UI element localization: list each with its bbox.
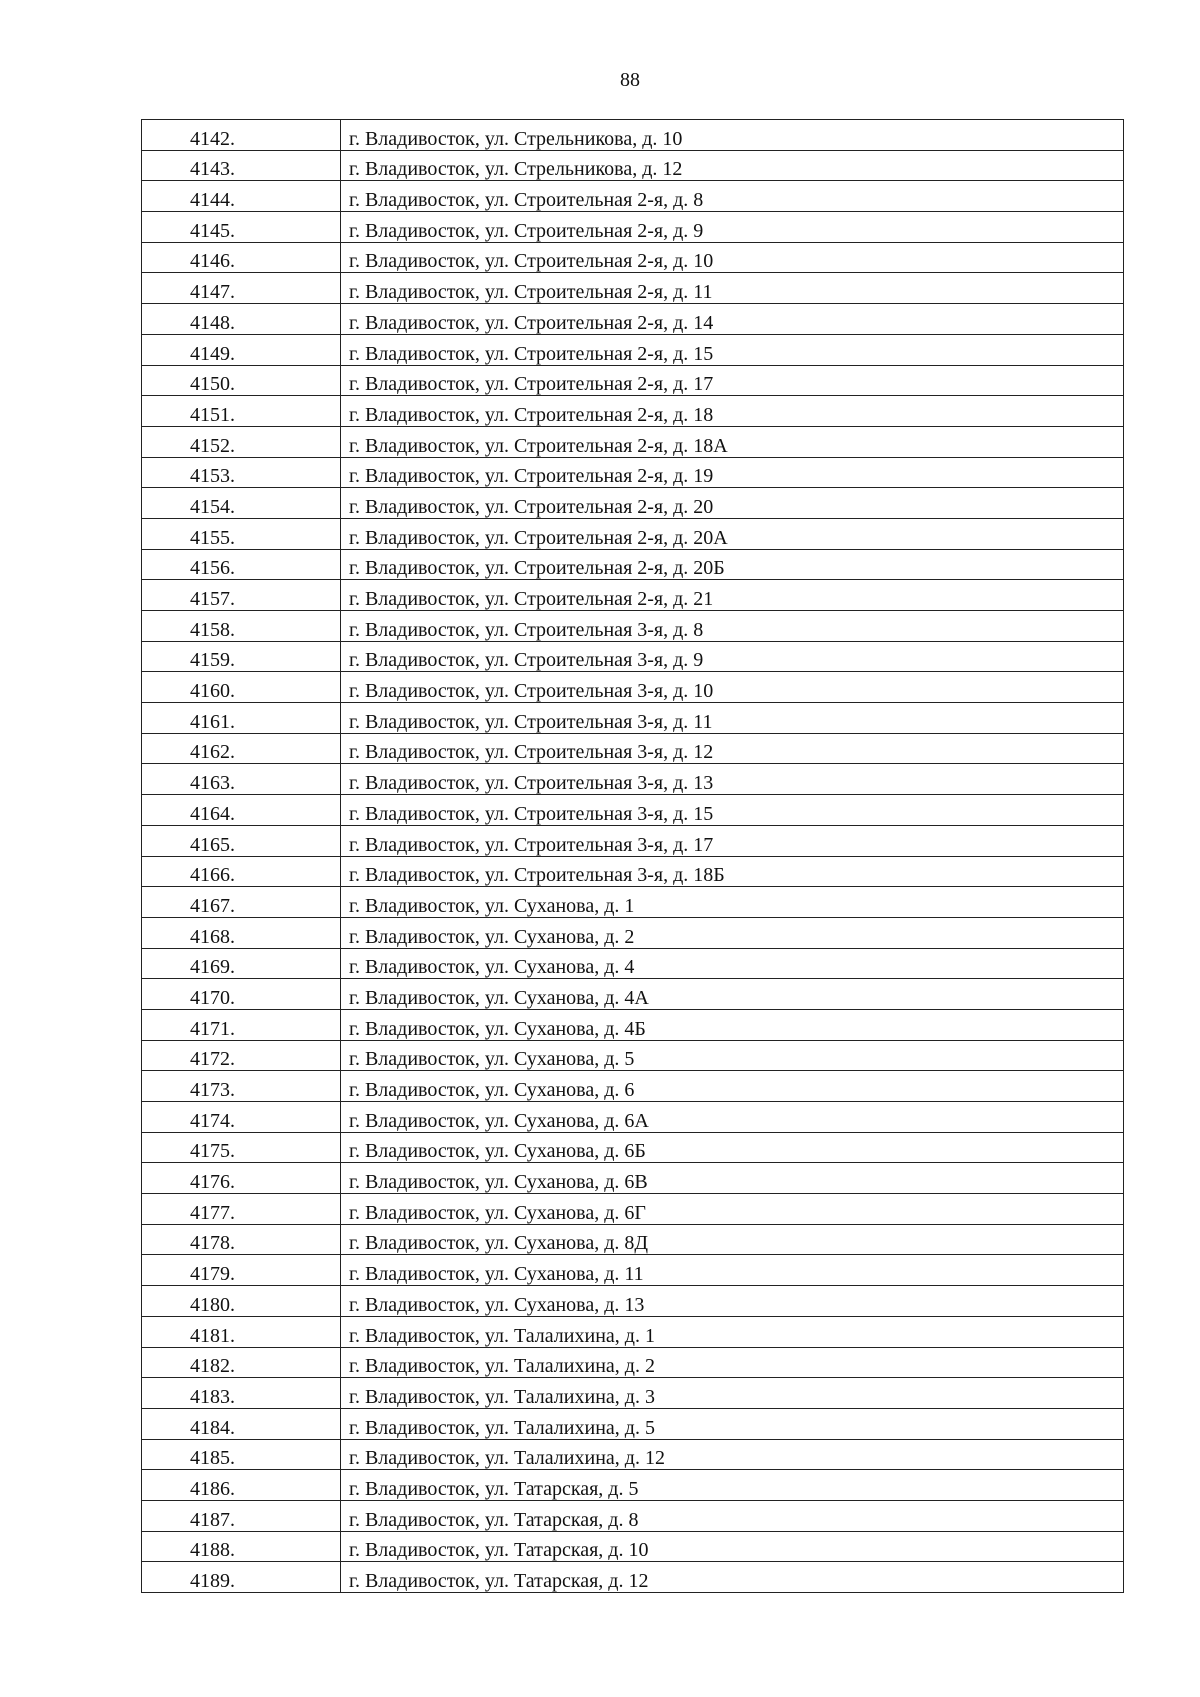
table-row: [142, 304, 1124, 335]
address-cell: [341, 1071, 1124, 1102]
row-number: 4143.: [190, 158, 235, 181]
table-row: [142, 917, 1124, 948]
address-cell: [341, 733, 1124, 764]
row-number-cell: [142, 242, 341, 273]
table-row: [142, 672, 1124, 703]
address-cell: [341, 120, 1124, 151]
address-cell: [341, 703, 1124, 734]
address-text: г. Владивосток, ул. Строительная 2-я, д. 9: [349, 219, 704, 242]
table-row: [142, 1562, 1124, 1593]
row-number-cell: [142, 549, 341, 580]
row-number-cell: [142, 1500, 341, 1531]
row-number-cell: [142, 1255, 341, 1286]
table-row: [142, 580, 1124, 611]
row-number: 4160.: [190, 680, 235, 703]
address-text: г. Владивосток, ул. Талалихина, д. 2: [349, 1355, 655, 1378]
table-row: [142, 120, 1124, 151]
address-cell: [341, 917, 1124, 948]
row-number: 4177.: [190, 1201, 235, 1224]
row-number: 4153.: [190, 465, 235, 488]
address-text: г. Владивосток, ул. Суханова, д. 6А: [349, 1109, 649, 1132]
address-text: г. Владивосток, ул. Суханова, д. 5: [349, 1048, 635, 1071]
address-cell: [341, 1500, 1124, 1531]
row-number: 4147.: [190, 281, 235, 304]
row-number-cell: [142, 733, 341, 764]
table-row: [142, 979, 1124, 1010]
row-number-cell: [142, 703, 341, 734]
address-cell: [341, 1286, 1124, 1317]
table-row: [142, 764, 1124, 795]
address-text: г. Владивосток, ул. Татарская, д. 10: [349, 1539, 649, 1562]
address-text: г. Владивосток, ул. Строительная 2-я, д. 14: [349, 311, 714, 334]
table-row: [142, 150, 1124, 181]
address-text: г. Владивосток, ул. Суханова, д. 4А: [349, 986, 649, 1009]
address-text: г. Владивосток, ул. Строительная 3-я, д. 18Б: [349, 864, 725, 887]
row-number-cell: [142, 396, 341, 427]
address-cell: [341, 1470, 1124, 1501]
address-text: г. Владивосток, ул. Строительная 3-я, д. 8: [349, 618, 704, 641]
row-number: 4151.: [190, 403, 235, 426]
address-cell: [341, 1102, 1124, 1133]
row-number: 4172.: [190, 1048, 235, 1071]
address-text: г. Владивосток, ул. Строительная 2-я, д. 19: [349, 465, 714, 488]
row-number: 4188.: [190, 1539, 235, 1562]
table-row: [142, 212, 1124, 243]
address-cell: [341, 396, 1124, 427]
address-cell: [341, 150, 1124, 181]
address-text: г. Владивосток, ул. Талалихина, д. 3: [349, 1385, 655, 1408]
row-number: 4163.: [190, 772, 235, 795]
table-row: [142, 518, 1124, 549]
row-number: 4166.: [190, 864, 235, 887]
address-table: [141, 119, 1124, 1593]
address-text: г. Владивосток, ул. Суханова, д. 6Г: [349, 1201, 646, 1224]
row-number-cell: [142, 120, 341, 151]
row-number-cell: [142, 1408, 341, 1439]
table-row: [142, 641, 1124, 672]
row-number-cell: [142, 672, 341, 703]
address-cell: [341, 426, 1124, 457]
row-number: 4149.: [190, 342, 235, 365]
table-row: [142, 1255, 1124, 1286]
row-number: 4182.: [190, 1355, 235, 1378]
table-row: [142, 856, 1124, 887]
address-text: г. Владивосток, ул. Талалихина, д. 1: [349, 1324, 655, 1347]
row-number-cell: [142, 764, 341, 795]
table-row: [142, 426, 1124, 457]
address-text: г. Владивосток, ул. Строительная 2-я, д. 18: [349, 403, 714, 426]
row-number: 4189.: [190, 1570, 235, 1592]
address-text: г. Владивосток, ул. Строительная 2-я, д. 20: [349, 495, 714, 518]
table-row: [142, 1224, 1124, 1255]
row-number-cell: [142, 948, 341, 979]
row-number-cell: [142, 1224, 341, 1255]
table-row: [142, 1408, 1124, 1439]
address-text: г. Владивосток, ул. Суханова, д. 8Д: [349, 1232, 649, 1255]
address-text: г. Владивосток, ул. Строительная 2-я, д. 10: [349, 250, 714, 273]
address-text: г. Владивосток, ул. Строительная 2-я, д. 20Б: [349, 557, 725, 580]
address-cell: [341, 1439, 1124, 1470]
address-cell: [341, 641, 1124, 672]
row-number: 4181.: [190, 1324, 235, 1347]
row-number-cell: [142, 1163, 341, 1194]
row-number-cell: [142, 1194, 341, 1225]
table-row: [142, 1102, 1124, 1133]
address-text: г. Владивосток, ул. Строительная 2-я, д. 8: [349, 189, 704, 212]
address-text: г. Владивосток, ул. Суханова, д. 6: [349, 1079, 635, 1101]
table-row: [142, 1194, 1124, 1225]
address-cell: [341, 334, 1124, 365]
row-number-cell: [142, 1286, 341, 1317]
address-text: г. Владивосток, ул. Суханова, д. 13: [349, 1293, 645, 1316]
address-text: г. Владивосток, ул. Татарская, д. 5: [349, 1477, 639, 1500]
row-number: 4179.: [190, 1263, 235, 1286]
row-number-cell: [142, 641, 341, 672]
address-cell: [341, 273, 1124, 304]
address-cell: [341, 1408, 1124, 1439]
row-number: 4185.: [190, 1447, 235, 1470]
address-cell: [341, 611, 1124, 642]
address-text: г. Владивосток, ул. Строительная 3-я, д. 11: [349, 710, 713, 733]
table-row: [142, 1470, 1124, 1501]
address-text: г. Владивосток, ул. Строительная 3-я, д. 17: [349, 833, 714, 856]
row-number: 4144.: [190, 189, 235, 212]
row-number-cell: [142, 795, 341, 826]
address-cell: [341, 488, 1124, 519]
address-cell: [341, 1316, 1124, 1347]
row-number: 4162.: [190, 741, 235, 764]
row-number: 4180.: [190, 1293, 235, 1316]
address-text: г. Владивосток, ул. Строительная 2-я, д. 11: [349, 281, 713, 304]
row-number: 4169.: [190, 956, 235, 979]
row-number-cell: [142, 1470, 341, 1501]
table-row: [142, 457, 1124, 488]
row-number-cell: [142, 304, 341, 335]
address-cell: [341, 518, 1124, 549]
row-number-cell: [142, 273, 341, 304]
row-number: 4156.: [190, 557, 235, 580]
address-text: г. Владивосток, ул. Строительная 2-я, д. 15: [349, 342, 714, 365]
table-row: [142, 795, 1124, 826]
row-number: 4173.: [190, 1079, 235, 1101]
table-row: [142, 273, 1124, 304]
row-number: 4142.: [190, 127, 235, 150]
address-text: г. Владивосток, ул. Строительная 2-я, д. 20А: [349, 526, 728, 549]
row-number-cell: [142, 1378, 341, 1409]
row-number: 4148.: [190, 311, 235, 334]
table-row: [142, 181, 1124, 212]
row-number-cell: [142, 611, 341, 642]
address-text: г. Владивосток, ул. Суханова, д. 11: [349, 1263, 644, 1286]
address-cell: [341, 672, 1124, 703]
row-number-cell: [142, 488, 341, 519]
address-text: г. Владивосток, ул. Строительная 3-я, д. 10: [349, 680, 714, 703]
table-row: [142, 703, 1124, 734]
row-number-cell: [142, 856, 341, 887]
address-cell: [341, 1132, 1124, 1163]
address-text: г. Владивосток, ул. Строительная 3-я, д. 13: [349, 772, 714, 795]
table-row: [142, 825, 1124, 856]
address-cell: [341, 979, 1124, 1010]
row-number-cell: [142, 1347, 341, 1378]
address-cell: [341, 1255, 1124, 1286]
row-number-cell: [142, 365, 341, 396]
row-number: 4161.: [190, 710, 235, 733]
row-number-cell: [142, 1531, 341, 1562]
table-row: [142, 1347, 1124, 1378]
page-number: 88: [620, 69, 640, 91]
address-text: г. Владивосток, ул. Суханова, д. 2: [349, 925, 635, 948]
address-text: г. Владивосток, ул. Строительная 3-я, д. 9: [349, 649, 704, 672]
row-number: 4164.: [190, 802, 235, 825]
address-text: г. Владивосток, ул. Татарская, д. 8: [349, 1508, 639, 1531]
address-cell: [341, 1347, 1124, 1378]
table-row: [142, 549, 1124, 580]
table-row: [142, 733, 1124, 764]
address-cell: [341, 1009, 1124, 1040]
row-number-cell: [142, 334, 341, 365]
row-number: 4175.: [190, 1140, 235, 1163]
address-cell: [341, 365, 1124, 396]
row-number: 4165.: [190, 833, 235, 856]
row-number: 4167.: [190, 894, 235, 917]
row-number-cell: [142, 580, 341, 611]
address-cell: [341, 580, 1124, 611]
row-number-cell: [142, 518, 341, 549]
row-number-cell: [142, 181, 341, 212]
address-cell: [341, 887, 1124, 918]
row-number-cell: [142, 1071, 341, 1102]
row-number-cell: [142, 212, 341, 243]
address-text: г. Владивосток, ул. Суханова, д. 4: [349, 956, 635, 979]
row-number-cell: [142, 825, 341, 856]
address-text: г. Владивосток, ул. Татарская, д. 12: [349, 1570, 649, 1592]
address-text: г. Владивосток, ул. Стрельникова, д. 10: [349, 127, 683, 150]
row-number: 4155.: [190, 526, 235, 549]
address-cell: [341, 1163, 1124, 1194]
address-cell: [341, 1562, 1124, 1593]
row-number: 4145.: [190, 219, 235, 242]
address-cell: [341, 242, 1124, 273]
row-number-cell: [142, 457, 341, 488]
table-row: [142, 488, 1124, 519]
address-cell: [341, 1531, 1124, 1562]
row-number: 4154.: [190, 495, 235, 518]
address-text: г. Владивосток, ул. Суханова, д. 6Б: [349, 1140, 646, 1163]
row-number: 4171.: [190, 1017, 235, 1040]
table-row: [142, 887, 1124, 918]
row-number: 4183.: [190, 1385, 235, 1408]
row-number-cell: [142, 150, 341, 181]
row-number-cell: [142, 917, 341, 948]
row-number: 4150.: [190, 373, 235, 396]
row-number: 4176.: [190, 1171, 235, 1194]
table-row: [142, 396, 1124, 427]
address-cell: [341, 1224, 1124, 1255]
table-row: [142, 1439, 1124, 1470]
table-row: [142, 1286, 1124, 1317]
address-text: г. Владивосток, ул. Суханова, д. 6В: [349, 1171, 648, 1194]
address-cell: [341, 1378, 1124, 1409]
address-text: г. Владивосток, ул. Суханова, д. 1: [349, 894, 635, 917]
row-number-cell: [142, 426, 341, 457]
row-number: 4168.: [190, 925, 235, 948]
address-cell: [341, 1194, 1124, 1225]
table-row: [142, 1132, 1124, 1163]
address-text: г. Владивосток, ул. Строительная 3-я, д. 15: [349, 802, 714, 825]
address-text: г. Владивосток, ул. Стрельникова, д. 12: [349, 158, 683, 181]
address-cell: [341, 1040, 1124, 1071]
row-number: 4146.: [190, 250, 235, 273]
address-cell: [341, 948, 1124, 979]
row-number-cell: [142, 1040, 341, 1071]
table-row: [142, 611, 1124, 642]
table-row: [142, 365, 1124, 396]
table-row: [142, 1163, 1124, 1194]
address-text: г. Владивосток, ул. Строительная 2-я, д. 17: [349, 373, 714, 396]
row-number: 4157.: [190, 588, 235, 610]
address-cell: [341, 549, 1124, 580]
row-number: 4186.: [190, 1477, 235, 1500]
address-text: г. Владивосток, ул. Суханова, д. 4Б: [349, 1017, 646, 1040]
address-cell: [341, 764, 1124, 795]
address-cell: [341, 181, 1124, 212]
row-number: 4152.: [190, 434, 235, 457]
address-cell: [341, 795, 1124, 826]
table-row: [142, 242, 1124, 273]
table-row: [142, 1040, 1124, 1071]
address-cell: [341, 304, 1124, 335]
row-number-cell: [142, 1132, 341, 1163]
table-row: [142, 1009, 1124, 1040]
row-number: 4184.: [190, 1416, 235, 1439]
row-number-cell: [142, 1562, 341, 1593]
address-cell: [341, 457, 1124, 488]
table-row: [142, 1378, 1124, 1409]
row-number-cell: [142, 979, 341, 1010]
address-text: г. Владивосток, ул. Строительная 3-я, д. 12: [349, 741, 714, 764]
address-cell: [341, 825, 1124, 856]
row-number-cell: [142, 1439, 341, 1470]
row-number: 4174.: [190, 1109, 235, 1132]
address-text: г. Владивосток, ул. Талалихина, д. 12: [349, 1447, 665, 1470]
table-row: [142, 1316, 1124, 1347]
table-row: [142, 948, 1124, 979]
address-text: г. Владивосток, ул. Талалихина, д. 5: [349, 1416, 655, 1439]
address-text: г. Владивосток, ул. Строительная 2-я, д. 21: [349, 588, 714, 610]
address-text: г. Владивосток, ул. Строительная 2-я, д. 18А: [349, 434, 728, 457]
table-row: [142, 334, 1124, 365]
row-number: 4178.: [190, 1232, 235, 1255]
row-number: 4159.: [190, 649, 235, 672]
row-number: 4170.: [190, 986, 235, 1009]
table-row: [142, 1500, 1124, 1531]
row-number: 4158.: [190, 618, 235, 641]
address-cell: [341, 856, 1124, 887]
row-number-cell: [142, 1316, 341, 1347]
row-number-cell: [142, 1102, 341, 1133]
row-number-cell: [142, 1009, 341, 1040]
address-cell: [341, 212, 1124, 243]
table-body: [142, 120, 1124, 1593]
table-row: [142, 1071, 1124, 1102]
table-row: [142, 1531, 1124, 1562]
row-number: 4187.: [190, 1508, 235, 1531]
row-number-cell: [142, 887, 341, 918]
